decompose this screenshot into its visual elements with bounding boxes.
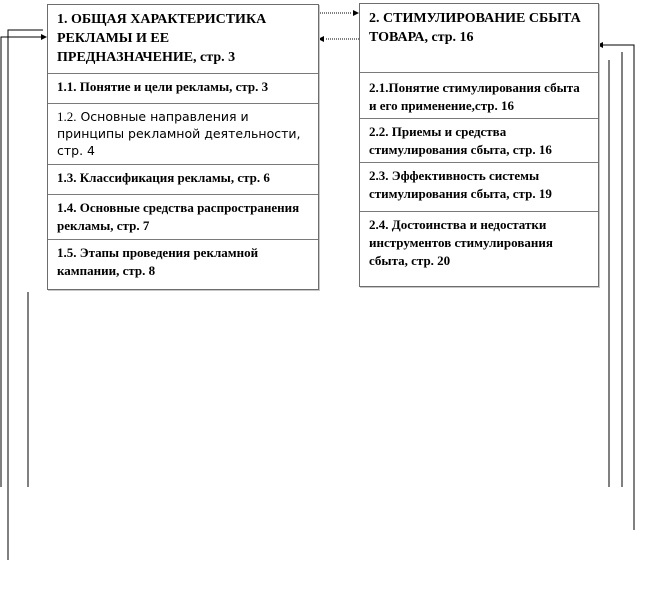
left-item-1-1: 1.1. Понятие и цели рекламы, стр. 3: [48, 75, 318, 104]
left-item-1-3: 1.3. Классификация рекламы, стр. 6: [48, 166, 318, 195]
left-item-1-2-number: 1.2.: [57, 109, 77, 124]
left-item-1-2-text: Основные направления и принципы рекламной деятельности, стр. 4: [57, 109, 301, 158]
right-item-2-2: 2.2. Приемы и средства стимулирования сбыта, стр. 16: [360, 120, 598, 163]
left-middle-connector: [1, 37, 43, 487]
left-item-1-2: [48, 105, 318, 165]
left-section-title: 1. ОБЩАЯ ХАРАКТЕРИСТИКА РЕКЛАМЫ И ЕЕ ПРЕДНАЗНАЧЕНИЕ, стр. 3: [48, 5, 318, 74]
left-outer-connector: [8, 30, 43, 560]
left-item-1-4: 1.4. Основные средства распространения рекламы, стр. 7: [48, 196, 318, 240]
right-section-column: [359, 3, 599, 287]
left-item-1-5: 1.5. Этапы проведения рекламной кампании, стр. 8: [57, 245, 259, 278]
right-item-2-4: 2.4. Достоинства и недостатки инструментов стимулирования сбыта, стр. 20: [369, 217, 553, 268]
right-item-2-1: 2.1.Понятие стимулирования сбыта и его применение,стр. 16: [360, 76, 598, 119]
right-item-2-3: 2.3. Эффективность системы стимулирования сбыта, стр. 19: [360, 164, 598, 212]
right-outer-connector: [601, 45, 634, 530]
right-section-title: 2. СТИМУЛИРОВАНИЕ СБЫТА ТОВАРА, стр. 16: [360, 4, 598, 73]
left-section-column: [47, 4, 319, 290]
